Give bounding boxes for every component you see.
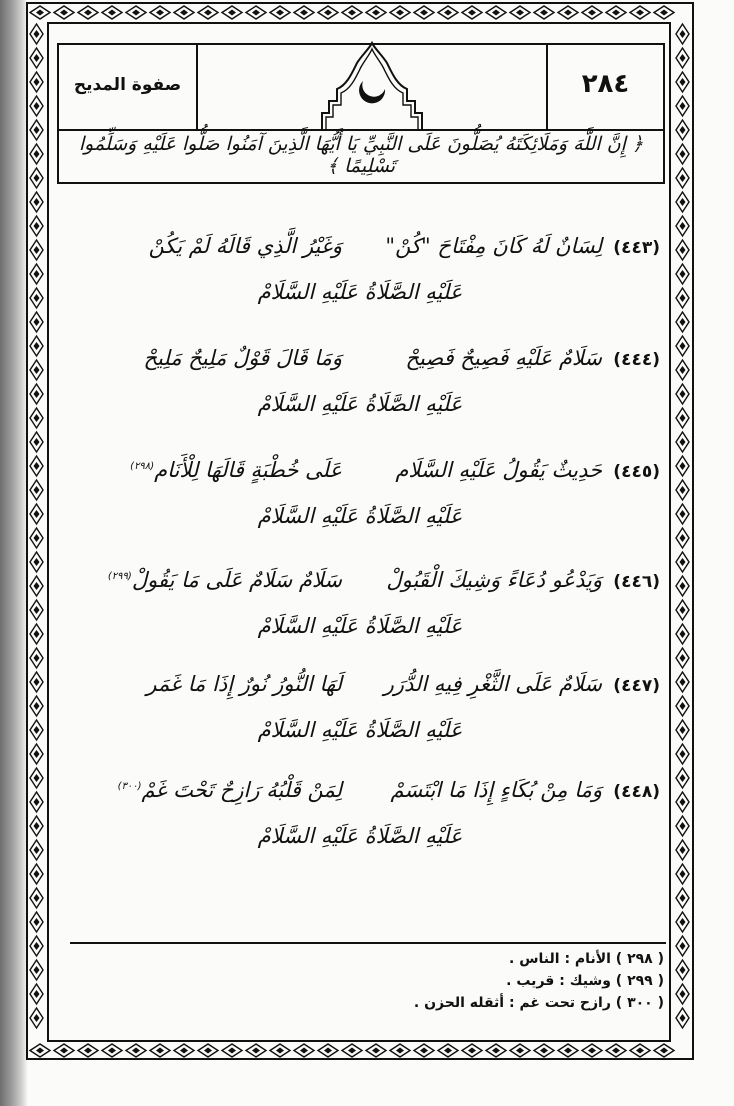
second-hemistich: وَغَيْرُ الَّذِي قَالَهُ لَمْ يَكُنْ [148, 234, 342, 258]
verse-number: (٤٤٣) [613, 238, 660, 258]
verse-stanza [60, 776, 660, 876]
second-hemistich: لَهَا النُّورُ نُورٌ إِذَا مَا غَمَر [146, 672, 342, 696]
verse-number: (٤٤٨) [613, 782, 660, 802]
footnote-reference: (٣٠٠) [117, 781, 142, 792]
verse-number: (٤٤٤) [613, 350, 660, 370]
footnote-reference: (٢٩٩) [107, 571, 132, 582]
first-hemistich: سَلَامٌ عَلَى الثَّغْرِ فِيهِ الدُّرَر [383, 672, 602, 696]
first-hemistich: لِسَانٌ لَهُ كَانَ مِفْتَاحَ "كُنْ" [385, 234, 602, 258]
page-number: ٢٨٤ [581, 69, 630, 99]
refrain-line: عَلَيْهِ الصَّلَاةُ عَلَيْهِ السَّلَامْ [257, 504, 463, 528]
header-row [59, 45, 663, 131]
verse-line [60, 344, 660, 384]
verse-stanza [60, 456, 660, 556]
footnote-item: ( ٢٩٩ ) وشيك : قريب . [506, 973, 664, 989]
refrain-line: عَلَيْهِ الصَّلَاةُ عَلَيْهِ السَّلَامْ [257, 614, 463, 638]
first-hemistich: وَمَا مِنْ بُكَاءٍ إِذَا مَا ابْتَسَمْ [390, 778, 602, 802]
verse-stanza [60, 344, 660, 444]
page-header [57, 43, 665, 184]
refrain-line: عَلَيْهِ الصَّلَاةُ عَلَيْهِ السَّلَامْ [257, 280, 463, 304]
second-hemistich: سَلَامٌ سَلَامٌ عَلَى مَا يَقُولْ$^{(٢٩٩)}$ [107, 568, 342, 592]
verse-stanza [60, 566, 660, 666]
verse-line [60, 670, 660, 710]
verse-stanza [60, 232, 660, 332]
second-hemistich: وَمَا قَالَ قَوْلٌ مَلِيحٌ مَلِيحْ [143, 346, 342, 370]
first-hemistich: وَيَدْعُو دُعَاءً وَشِيكَ الْقَبُولْ [386, 568, 602, 592]
footnote-separator [70, 942, 666, 944]
verse-line [60, 232, 660, 272]
verse-number: (٤٤٦) [613, 572, 660, 592]
running-title: صفوة المديح [73, 75, 182, 95]
refrain-line: عَلَيْهِ الصَّلَاةُ عَلَيْهِ السَّلَامْ [257, 718, 463, 742]
refrain-line: عَلَيْهِ الصَّلَاةُ عَلَيْهِ السَّلَامْ [257, 392, 463, 416]
verse-line [60, 566, 660, 606]
second-hemistich: لِمَنْ قَلْبُهُ رَازِحٌ تَحْتَ غَمْ$^{(٣٠٠)}$ [117, 778, 342, 802]
ornament-band-left [28, 22, 45, 1040]
book-binding-shadow [0, 0, 28, 1106]
footnote-item: ( ٣٠٠ ) رازح تحت غم : أثقله الحزن . [413, 995, 664, 1011]
ornament-band-top [28, 4, 692, 21]
page-number-cell [546, 45, 663, 129]
verse-line [60, 456, 660, 496]
running-title-cell [59, 45, 198, 129]
first-hemistich: سَلَامٌ عَلَيْهِ فَصِيحٌ فَصِيحْ [405, 346, 602, 370]
verse-stanza [60, 670, 660, 770]
verse-line [60, 776, 660, 816]
first-hemistich: حَدِيثٌ يَقُولُ عَلَيْهِ السَّلَام [395, 458, 602, 482]
footnote-reference: (٢٩٨) [130, 461, 155, 472]
verse-number: (٤٤٧) [613, 676, 660, 696]
footnote-item: ( ٢٩٨ ) الأنام : الناس . [509, 951, 664, 967]
ornament-band-bottom [28, 1042, 692, 1059]
footnotes [74, 948, 664, 1014]
verse-number: (٤٤٥) [613, 462, 660, 482]
ornament-band-right [674, 22, 691, 1040]
refrain-line: عَلَيْهِ الصَّلَاةُ عَلَيْهِ السَّلَامْ [257, 824, 463, 848]
second-hemistich: عَلَى خُطْبَةٍ قَالَهَا لِلْأَنَام$^{(٢٩٨)}$ [130, 458, 342, 482]
crescent-dome-emblem [317, 33, 427, 133]
quran-verse-banner: ﴿ إِنَّ اللَّهَ وَمَلَائِكَتَهُ يُصَلُّونَ عَلَى النَّبِيِّ يَا أَيُّهَا الَّذِينَ آمَنُوا صَلُّوا عَلَيْهِ وَسَلِّمُوا تَسْلِيمًا ﴾ [78, 133, 644, 177]
